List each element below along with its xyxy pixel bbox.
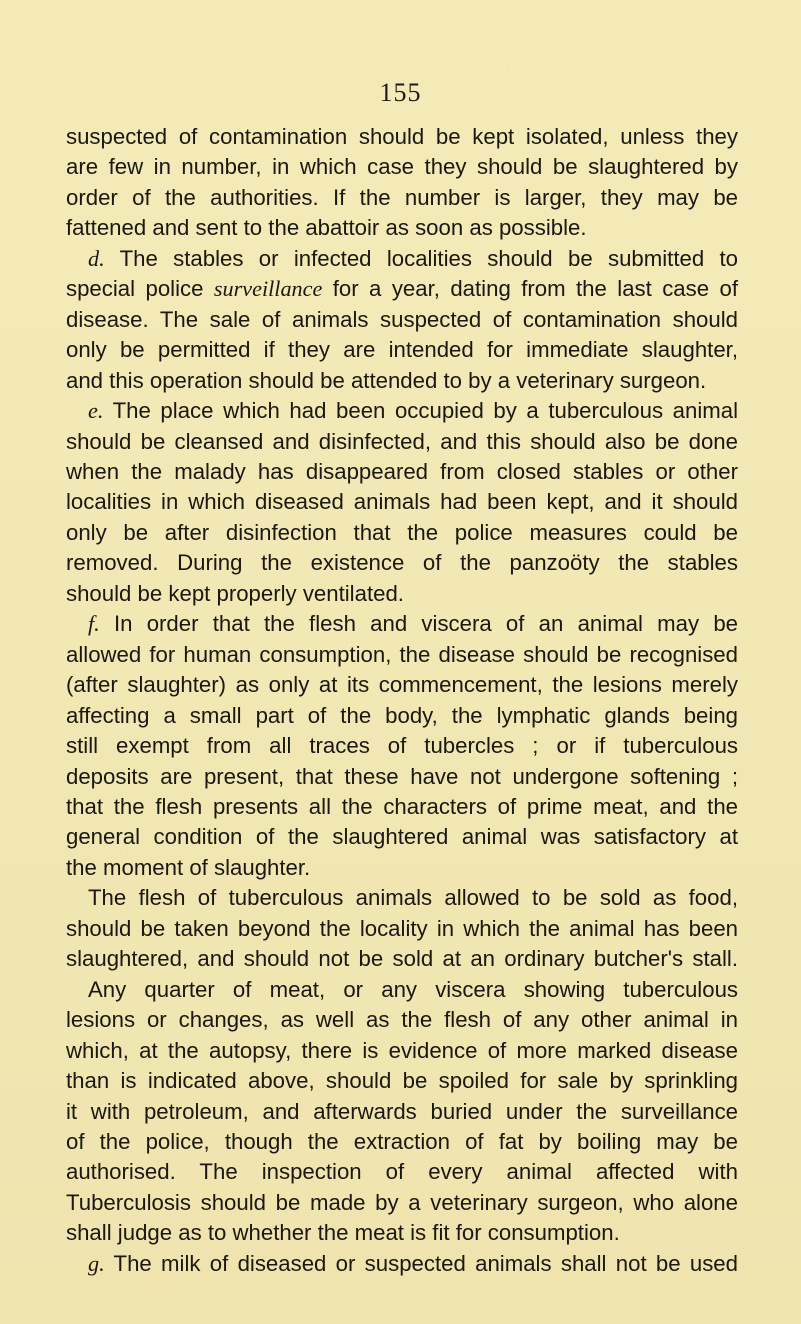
marker-d: d.	[88, 245, 105, 271]
text-line: shall judge as to whether the meat is fit for consumption.	[66, 1220, 620, 1246]
text-line: fattened and sent to the abattoir as soon as possible.	[66, 215, 587, 241]
text-line: the moment of slaughter.	[66, 854, 311, 880]
text-line: authorised. The inspection of every animal affected with	[66, 1159, 738, 1185]
body-text	[66, 122, 738, 1279]
marker-e: e.	[88, 398, 104, 424]
text-line: localities in which diseased animals had been kept, and it should	[66, 489, 738, 515]
marker-f: f.	[88, 611, 100, 637]
text-line: are few in number, in which case they should be slaughtered by	[66, 154, 738, 180]
page-number: 155	[379, 78, 422, 107]
text-line: than is indicated above, should be spoiled for sale by sprinkling	[66, 1068, 738, 1094]
text-line: that the flesh presents all the characters of prime meat, and the	[66, 793, 738, 819]
text-segment: The stables or infected localities should be submitted to	[119, 245, 739, 271]
marker-g: g.	[88, 1250, 105, 1276]
text-line: still exempt from all traces of tubercles ; or if tuberculous	[66, 733, 738, 759]
text-line-with-italic	[66, 274, 738, 304]
text-line: lesions or changes, as well as the flesh of any other animal in	[66, 1007, 738, 1033]
text-line: it with petroleum, and afterwards buried under the surveillance	[66, 1098, 738, 1124]
text-line: deposits are present, that these have not undergone softening ;	[66, 763, 738, 789]
text-line: should be kept properly ventilated.	[66, 580, 404, 606]
text-line: affecting a small part of the body, the lymphatic glands being	[66, 702, 738, 728]
text-line: Any quarter of meat, or any viscera showing tuberculous	[88, 976, 738, 1002]
text-line: suspected of contamination should be kept isolated, unless they	[66, 124, 738, 149]
paragraph-d-first-line	[66, 244, 738, 274]
paragraph-f-first-line	[66, 609, 738, 639]
text-segment: The place which had been occupied by a tuberculous animal	[112, 398, 739, 424]
text-line: allowed for human consumption, the disease should be recognised	[66, 641, 738, 667]
text-segment: In order that the flesh and viscera of an animal may be	[113, 611, 739, 637]
text-line: should be cleansed and disinfected, and this should also be done	[66, 428, 738, 454]
text-line: and this operation should be attended to by a veterinary surgeon.	[66, 367, 707, 393]
text-segment: special police	[66, 276, 204, 302]
text-line: should be taken beyond the locality in which the animal has been	[66, 915, 738, 941]
text-line: order of the authorities. If the number is larger, they may be	[66, 184, 738, 210]
text-line: removed. During the existence of the panzoöty the stables	[66, 550, 738, 576]
text-line: only be permitted if they are intended for immediate slaughter,	[66, 337, 738, 363]
text-line: which, at the autopsy, there is evidence of more marked disease	[66, 1037, 738, 1063]
text-line: when the malady has disappeared from closed stables or other	[66, 458, 738, 484]
paragraph-e-first-line	[66, 396, 738, 426]
text-line: disease. The sale of animals suspected of contamination should	[66, 306, 738, 332]
text-line: only be after disinfection that the police measures could be	[66, 519, 738, 545]
text-segment: for a year, dating from the last case of	[332, 276, 739, 302]
text-line: general condition of the slaughtered animal was satisfactory at	[66, 824, 738, 850]
text-line: of the police, though the extraction of fat by boiling may be	[66, 1128, 738, 1154]
text-line: The flesh of tuberculous animals allowed to be sold as food,	[88, 885, 738, 911]
text-line: (after slaughter) as only at its commencement, the lesions merely	[66, 672, 738, 698]
text-line: Tuberculosis should be made by a veterinary surgeon, who alone	[66, 1189, 738, 1215]
italic-term-surveillance: surveillance	[213, 276, 323, 302]
text-line: slaughtered, and should not be sold at an ordinary butcher's stall.	[66, 946, 738, 972]
text-segment: The milk of diseased or suspected animals shall not be used	[113, 1250, 738, 1276]
paragraph-g-first-line	[66, 1249, 738, 1279]
